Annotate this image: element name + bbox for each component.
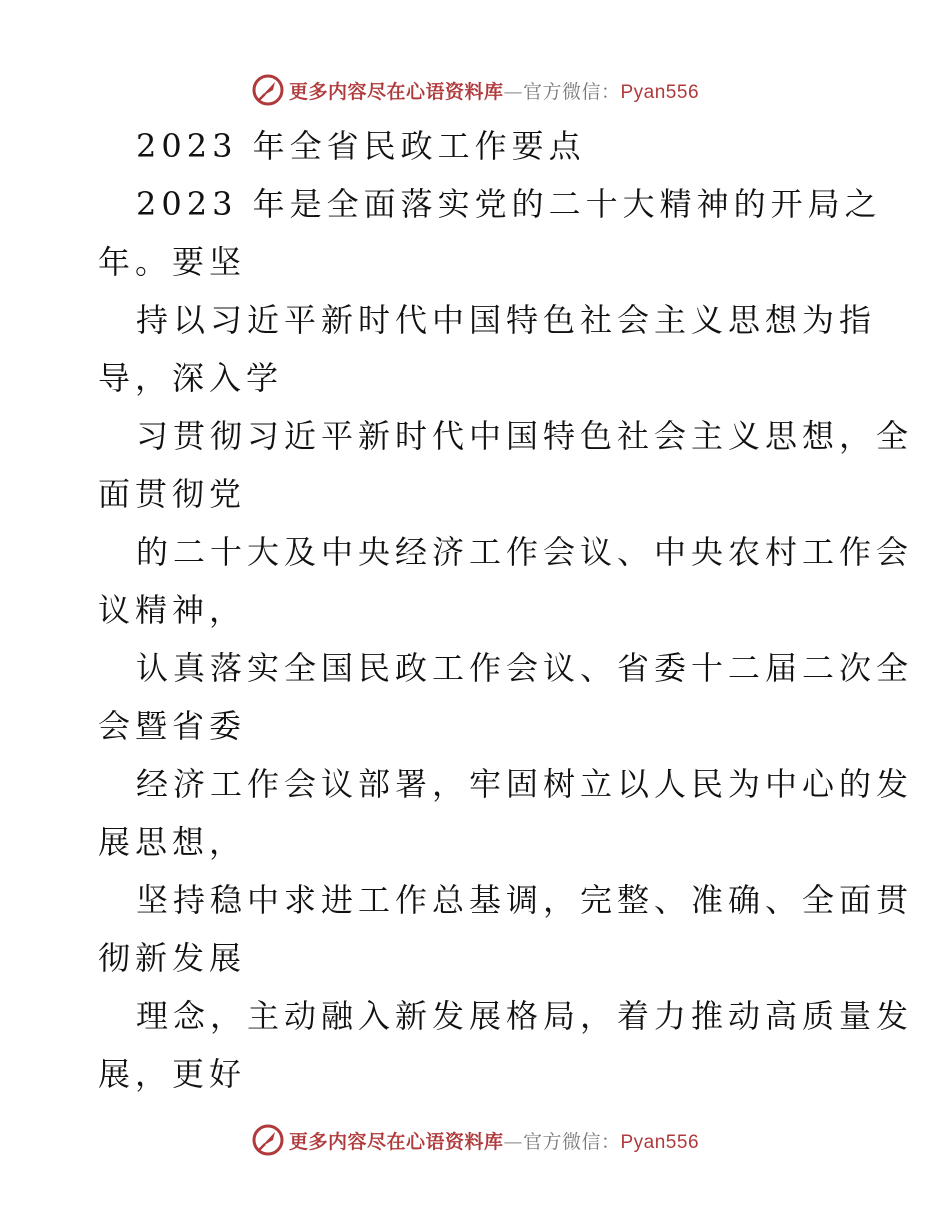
body-line: 理念，主动融入新发展格局，着力推动高质量发 [136,997,914,1035]
body-line: 持以习近平新时代中国特色社会主义思想为指 [136,301,877,339]
body-line: 坚持稳中求进工作总基调，完整、准确、全面贯 [136,881,914,919]
quill-logo-icon [251,73,285,107]
banner-text: 更多内容尽在心语资料库—官方微信：Pyan556 [288,80,700,103]
body-line: 面贯彻党 [98,475,247,513]
header-watermark-banner [0,70,950,110]
body-line: 的二十大及中央经济工作会议、中央农村工作会 [136,533,914,571]
body-line: 年。要坚 [98,243,247,281]
body-line: 会暨省委 [98,707,247,745]
footer-watermark-banner [0,1120,950,1160]
body-line: 习贯彻习近平新时代中国特色社会主义思想，全 [136,417,914,455]
body-line: 展，更好 [98,1055,247,1093]
body-line: 导，深入学 [98,359,284,397]
quill-logo-icon [251,1123,285,1157]
body-line: 认真落实全国民政工作会议、省委十二届二次全 [136,649,914,687]
document-title: 2023 年全省民政工作要点 [136,127,586,165]
body-line: 2023 年是全面落实党的二十大精神的开局之 [136,185,882,223]
body-line: 彻新发展 [98,939,247,977]
body-line: 议精神， [98,591,247,629]
banner-text: 更多内容尽在心语资料库—官方微信：Pyan556 [288,1130,700,1153]
body-line: 经济工作会议部署，牢固树立以人民为中心的发 [136,765,914,803]
body-line: 展思想， [98,823,247,861]
